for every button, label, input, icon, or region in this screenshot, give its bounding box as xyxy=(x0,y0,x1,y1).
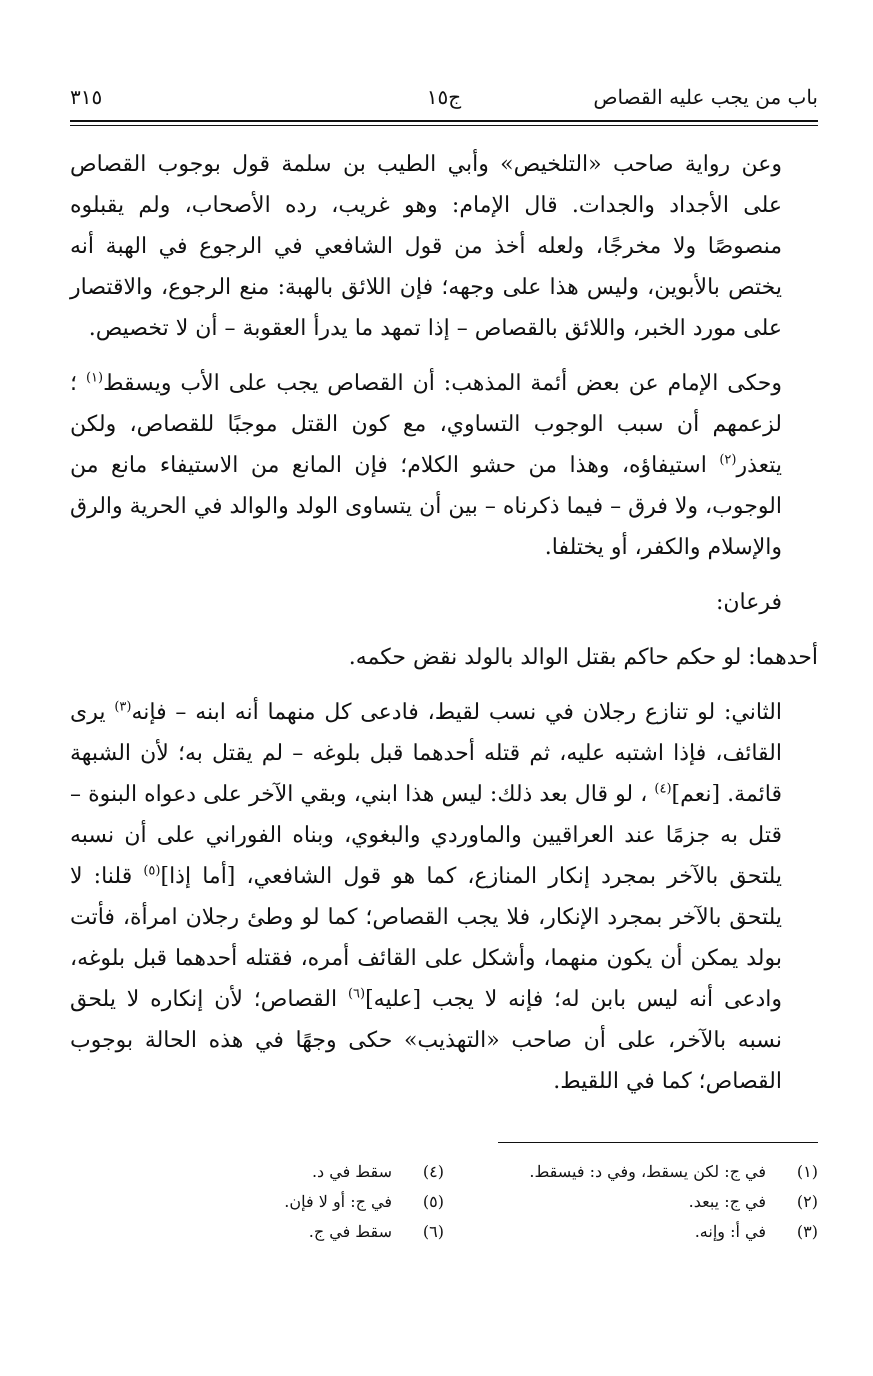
footnote-1 xyxy=(444,1157,818,1187)
branch-1-label: أحدهما: xyxy=(741,645,818,670)
volume-label: ج١٥ xyxy=(426,85,462,109)
paragraph-5-text-e: القصاص؛ لأن إنكاره لا يلحق نسبه بالآخر، على أن صاحب «التهذيب» حكى وجهًا في هذه الحالة بوجوب القصاص؛ كما في اللقيط. xyxy=(70,987,782,1094)
footnote-5 xyxy=(70,1187,444,1217)
header-rule xyxy=(70,120,818,126)
chapter-title: باب من يجب عليه القصاص xyxy=(593,85,818,109)
footnote-number: (٣) xyxy=(796,1222,818,1241)
footnote-3 xyxy=(444,1217,818,1247)
footnote-number: (٦) xyxy=(422,1222,444,1241)
footnote-ref-5[interactable]: (٥) xyxy=(143,863,161,879)
paragraph-5 xyxy=(70,692,818,1102)
paragraph-5-text-d: قلنا: لا يلتحق بالآخر بمجرد الإنكار، فلا يجب القصاص؛ كما لو وطئ رجلان امرأة، فأتت بولد يمكن أن يكون منهما، وأشكل على القائف أمره، فقتله أحدهما قبل بلوغه، وادعى أنه ليس بابن له؛ فإنه لا يجب [عليه] xyxy=(70,864,783,1012)
paragraph-1-text: وعن رواية صاحب «التلخيص» وأبي الطيب بن سلمة قول بوجوب القصاص على الأجداد والجدات. قال الإمام: وهو غريب، رده الأصحاب، ولم يقبلوه منصوصًا ولا مخرجًا، ولعله أخذ من قول الشافعي في الرجوع في الهبة أنه يختص بالأبوين، وليس هذا على وجهه؛ فإن اللائق بالهبة: منع الرجوع، والاقتصار على مورد الخبر، واللائق بالقصاص – إذا تمهد ما يدرأ العقوبة – أن لا تخصيص. xyxy=(70,152,782,341)
footnote-ref-6[interactable]: (٦) xyxy=(347,986,366,1002)
paragraph-1 xyxy=(70,144,818,349)
paragraph-2-text-a: وحكى الإمام عن بعض أئمة المذهب: أن القصاص يجب على الأب ويسقط xyxy=(103,371,782,396)
branch-1-text: لو حكم حاكم بقتل الوالد بالولد نقض حكمه. xyxy=(348,645,742,670)
footnotes xyxy=(70,1157,818,1247)
footnote-text: سقط في د. xyxy=(311,1162,392,1181)
paragraph-2-text-b: ؛ لزعمهم أن سبب الوجوب التساوي، مع كون القتل موجبًا للقصاص، ولكن يتعذر xyxy=(70,371,782,478)
footnote-number: (٤) xyxy=(422,1162,444,1181)
footnotes-left-column xyxy=(70,1157,444,1247)
paragraph-2 xyxy=(70,363,818,568)
paragraph-3 xyxy=(70,582,818,623)
footnote-4 xyxy=(70,1157,444,1187)
footnote-number: (٥) xyxy=(422,1192,444,1211)
footnote-text: في ج: أو لا فإن. xyxy=(284,1192,392,1211)
footnotes-right-column xyxy=(444,1157,818,1247)
footnote-2 xyxy=(444,1187,818,1217)
footnote-number: (١) xyxy=(796,1162,818,1181)
paragraph-4 xyxy=(70,637,818,678)
footnote-ref-3[interactable]: (٣) xyxy=(114,699,132,715)
running-header xyxy=(70,78,818,116)
footnote-text: في ج: يبعد. xyxy=(688,1192,766,1211)
paragraph-5-text-a: لو تنازع رجلان في نسب لقيط، فادعى كل منهما أنه ابنه – فإنه xyxy=(131,700,716,725)
footnote-ref-2[interactable]: (٢) xyxy=(719,452,737,468)
footnote-text: في أ: وإنه. xyxy=(694,1222,766,1241)
paragraph-2-text-c: استيفاؤه، وهذا من حشو الكلام؛ فإن المانع من الاستيفاء مانع من الوجوب، ولا فرق – فيما ذكرناه – بين أن يتساوى الولد والوالد في الحرية والرق والإسلام والكفر، أو يختلفا. xyxy=(70,453,782,560)
page-number: ٣١٥ xyxy=(70,85,103,109)
footnote-text: سقط في ج. xyxy=(308,1222,392,1241)
book-page xyxy=(70,78,818,1338)
section-heading-branches: فرعان: xyxy=(715,590,782,615)
footnote-number: (٢) xyxy=(796,1192,818,1211)
footnote-rule xyxy=(498,1142,818,1143)
footnote-ref-4[interactable]: (٤) xyxy=(654,781,672,797)
paragraph-5-text-b: يرى القائف، فإذا اشتبه عليه، ثم قتله أحدهما قبل بلوغه – لم يقتل به؛ لأن الشبهة قائمة. [نعم] xyxy=(70,700,782,807)
footnote-6 xyxy=(70,1217,444,1247)
footnote-ref-1[interactable]: (١) xyxy=(85,370,104,386)
paragraph-5-text-c: ، لو قال بعد ذلك: ليس هذا ابني، وبقي الآخر على دعواه البنوة – قتل به جزمًا عند العراقيين والماوردي والبغوي، وبناه الفوراني على أن نسبه يلتحق بالآخر بمجرد إنكار المنازع، كما هو قول الشافعي، [أما إذا] xyxy=(70,782,782,889)
main-text xyxy=(70,144,818,1102)
branch-2-label: الثاني: xyxy=(715,700,783,725)
footnote-text: في ج: لكن يسقط، وفي د: فيسقط. xyxy=(529,1162,766,1181)
